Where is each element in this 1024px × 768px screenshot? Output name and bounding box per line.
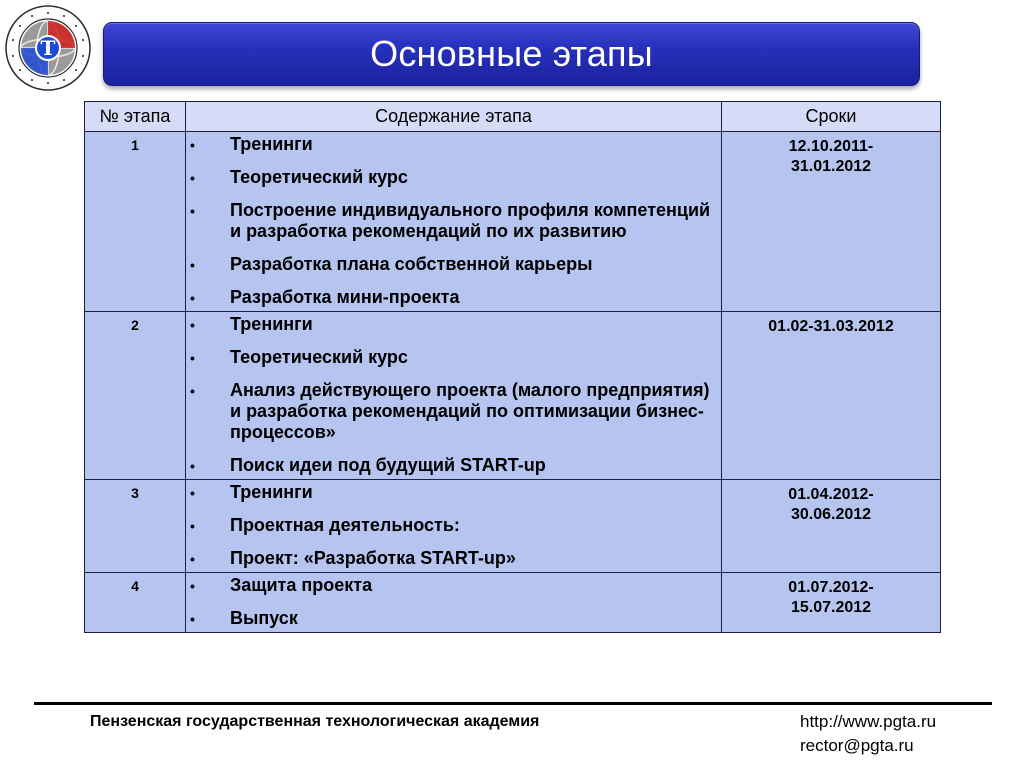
list-item: • Разработка мини-проекта (190, 287, 715, 308)
stage-item-list (190, 482, 715, 569)
list-item: • Выпуск (190, 608, 715, 629)
list-item: • Построение индивидуального профиля компетенций и разработка рекомендаций по их развитию (190, 200, 715, 242)
page-title: Основные этапы (370, 33, 653, 74)
list-item: • Проектная деятельность: (190, 515, 715, 536)
list-item: • Проект: «Разработка START-up» (190, 548, 715, 569)
table-row (85, 312, 941, 480)
stage-deadline (722, 480, 941, 573)
stage-deadline (722, 573, 941, 633)
footer-url[interactable]: http://www.pgta.ru (800, 712, 937, 731)
stage-content (186, 480, 722, 573)
stage-content (186, 132, 722, 312)
list-item: • Поиск идеи под будущий START-up (190, 455, 715, 476)
globe-icon (21, 21, 75, 75)
header-stage-number: № этапа (85, 102, 186, 132)
stage-content (186, 573, 722, 633)
stage-deadline (722, 312, 941, 480)
logo-monogram: Т (40, 36, 56, 60)
stage-number: 1 (85, 132, 186, 312)
stage-content (186, 312, 722, 480)
academy-logo (4, 4, 92, 92)
title-bar (103, 22, 920, 86)
stage-number: 3 (85, 480, 186, 573)
stage-item-list (190, 575, 715, 629)
list-item: • Защита проекта (190, 575, 715, 596)
deadline-line: 30.06.2012 (790, 506, 872, 523)
deadline-line: 01.07.2012- (788, 579, 874, 596)
footer-email[interactable]: rector@pgta.ru (800, 736, 914, 755)
stage-number: 2 (85, 312, 186, 480)
footer-contacts (800, 710, 936, 758)
stage-item-list (190, 134, 715, 308)
table-row (85, 480, 941, 573)
header-stage-content: Содержание этапа (186, 102, 722, 132)
stage-number: 4 (85, 573, 186, 633)
list-item: • Тренинги (190, 482, 715, 503)
list-item: • Анализ действующего проекта (малого предприятия) и разработка рекомендаций по оптимизации бизнес-процессов» (190, 380, 715, 443)
deadline-line: 15.07.2012 (790, 599, 872, 616)
header-deadlines: Сроки (722, 102, 941, 132)
stages-table (84, 101, 941, 633)
table-row (85, 573, 941, 633)
deadline-line: 01.02-31.03.2012 (768, 318, 894, 335)
stage-item-list (190, 314, 715, 476)
footer-divider (34, 702, 992, 705)
footer-academy-name: Пензенская государственная технологическая академия (90, 713, 540, 730)
list-item: • Разработка плана собственной карьеры (190, 254, 715, 275)
list-item: • Теоретический курс (190, 347, 715, 368)
deadline-line: 01.04.2012- (788, 486, 874, 503)
deadline-line: 31.01.2012 (790, 158, 872, 175)
list-item: • Тренинги (190, 314, 715, 335)
list-item: • Теоретический курс (190, 167, 715, 188)
table-row (85, 132, 941, 312)
table-body (85, 132, 941, 633)
stage-deadline (722, 132, 941, 312)
list-item: • Тренинги (190, 134, 715, 155)
table-header-row (85, 102, 941, 132)
deadline-line: 12.10.2011- (788, 138, 874, 155)
